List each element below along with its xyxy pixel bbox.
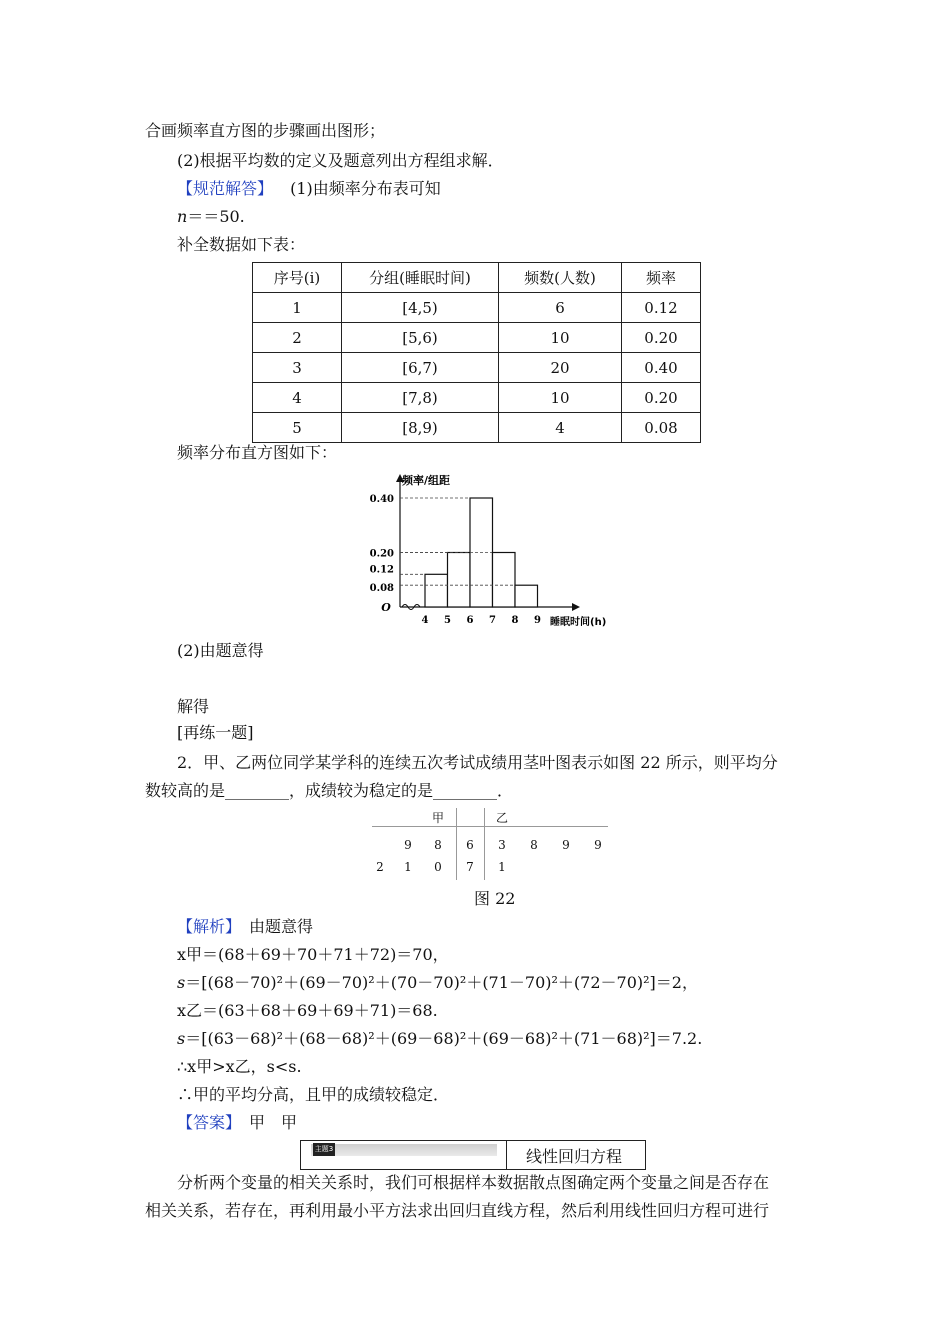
table-cell: 0.40 [622,353,701,383]
table-row [253,383,701,413]
table-cell: 3 [253,353,342,383]
calc-line-5: ∴x甲>x乙，s<s. [177,1057,302,1076]
var-s: s [177,973,186,992]
answer-line [177,1112,297,1134]
table-cell: 5 [253,413,342,443]
histogram-chart [360,470,630,635]
para-line-2: 相关关系，若存在，再利用最小平方法求出回归直线方程，然后利用线性回归方程可进行 [145,1201,770,1220]
table-cell: [4,5) [342,293,499,323]
table-cell: 4 [253,383,342,413]
leaf: 0 [434,860,442,874]
origin-label: O [381,601,391,614]
text-line-9: [再练一题] [177,723,254,742]
leaf: 1 [498,860,506,874]
text-line-7: (2)由题意得 [177,641,264,660]
leaf: 2 [376,860,384,874]
leaf: 9 [404,838,412,852]
topic-divider [506,1141,507,1169]
stem-leaf-divider-left [456,808,457,880]
jiexi-text: 由题意得 [233,917,314,936]
table-cell: [5,6) [342,323,499,353]
topic-tag: 主题3 [313,1143,335,1156]
figure-caption: 图 22 [474,889,516,908]
table-header-row [253,263,701,293]
calc-line-6: ∴甲的平均分高，且甲的成绩较稳定． [177,1085,450,1104]
guifan-tag: 【规范解答】 [177,179,274,198]
table-cell: 0.20 [622,323,701,353]
text-line-1: 合画频率直方图的步骤画出图形； [145,121,386,140]
histogram-bar [515,585,538,607]
text-line-6: 频率分布直方图如下： [177,443,338,462]
table-cell: 1 [253,293,342,323]
stem-header-right: 乙 [495,811,508,825]
table-header: 序号(i) [253,263,342,293]
y-tick-label: 0.12 [369,564,394,576]
calc-line-1: x甲＝(68＋69＋70＋71＋72)＝70， [177,945,449,964]
table-cell: 2 [253,323,342,353]
x-tick-label: 6 [466,615,474,626]
topic-title: 线性回归方程 [526,1147,623,1166]
table-header: 分组(睡眠时间) [342,263,499,293]
n-value: ＝＝50. [187,207,245,226]
para-line-1: 分析两个变量的相关关系时，我们可根据样本数据散点图确定两个变量之间是否存在 [177,1173,770,1192]
leaf: 9 [562,838,570,852]
table-cell: 6 [499,293,622,323]
stem-leaf-plot [372,808,608,880]
x-axis-arrow [572,603,580,611]
leaf: 9 [594,838,602,852]
y-tick-label: 0.20 [369,548,394,560]
x-tick-label: 5 [444,615,451,626]
stem-header-left: 甲 [431,811,444,825]
y-tick-label: 0.40 [369,494,394,505]
y-tick-label: 0.08 [369,583,394,595]
table-cell: [7,8) [342,383,499,413]
stem-leaf-divider-right [484,808,485,880]
frequency-table [252,262,701,443]
table-cell: 0.12 [622,293,701,323]
x-tick-label: 8 [511,615,519,626]
x-tick-label: 9 [534,615,541,626]
text-line-8: 解得 [177,697,210,716]
table-cell: 20 [499,353,622,383]
table-row [253,323,701,353]
table-cell: 4 [499,413,622,443]
y-axis-label: 频率/组距 [402,474,451,487]
calc-line-2 [177,972,698,994]
table-row [253,413,701,443]
table-cell: 0.08 [622,413,701,443]
table-row [253,353,701,383]
answer-text: 甲 甲 [233,1113,298,1132]
text-line-5: 补全数据如下表： [177,235,306,254]
table-header: 频数(人数) [499,263,622,293]
question-line-1: 2．甲、乙两位同学某学科的连续五次考试成绩用茎叶图表示如图 22 所示，则平均分 [177,753,778,772]
jiexi-tag: 【解析】 [177,917,234,936]
leaf: 1 [404,860,412,874]
stem: 7 [466,860,474,874]
var-n: n [177,207,188,226]
calc-expr: ＝[(63－68)²＋(68－68)²＋(69－68)²＋(69－68)²＋(71－68)²]＝7.2. [185,1029,703,1048]
table-cell: 10 [499,323,622,353]
histogram-bar [493,553,516,608]
table-row [253,293,701,323]
topic-bar [311,1144,497,1156]
jiexi-line [177,916,313,938]
stem-leaf-rule [372,826,608,827]
leaf: 8 [434,838,442,852]
table-cell: [8,9) [342,413,499,443]
question-line-2: 数较高的是________，成绩较为稳定的是________． [145,781,514,800]
calc-expr: ＝[(68－70)²＋(69－70)²＋(70－70)²＋(71－70)²＋(72－70)²]＝2， [185,973,698,992]
text-line-4 [177,206,245,228]
topic-box [300,1140,646,1170]
x-tick-label: 4 [421,615,429,626]
histogram-bar [425,574,448,607]
histogram-bar [448,553,471,608]
leaf: 8 [530,838,538,852]
guifan-text: (1)由频率分布表可知 [290,179,441,198]
answer-tag: 【答案】 [177,1113,234,1132]
leaf: 3 [498,838,506,852]
table-cell: 0.20 [622,383,701,413]
calc-line-3: x乙＝(63＋68＋69＋69＋71)＝68. [177,1001,438,1020]
text-line-2: (2)根据平均数的定义及题意列出方程组求解． [177,151,504,170]
table-cell: [6,7) [342,353,499,383]
var-s: s [177,1029,186,1048]
table-header: 频率 [622,263,701,293]
x-tick-label: 7 [489,615,496,626]
x-axis-label: 睡眠时间(h) [550,617,607,628]
text-line-3 [177,178,441,200]
table-cell: 10 [499,383,622,413]
stem: 6 [466,838,474,852]
calc-line-4 [177,1028,702,1050]
